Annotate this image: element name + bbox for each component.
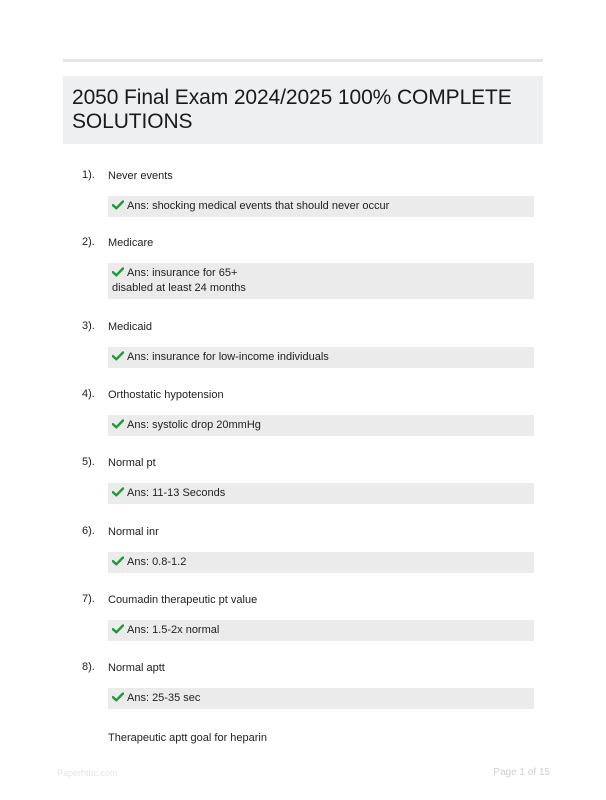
question-number: 2). (82, 236, 95, 248)
question-number: 4). (82, 388, 95, 400)
checkmark-icon (112, 487, 124, 497)
checkmark-icon (112, 624, 124, 634)
answer-line: Ans: 0.8-1.2 (127, 556, 187, 568)
question-number: 8). (82, 661, 95, 673)
watermark-text: Paperhtbc.com (57, 768, 118, 778)
answer-line: Ans: 1.5-2x normal (127, 624, 220, 636)
answer-box (108, 552, 534, 573)
top-divider (63, 59, 543, 62)
checkmark-icon (112, 419, 124, 429)
question-number: 1). (82, 169, 95, 181)
answer-box (108, 620, 534, 641)
checkmark-icon (112, 351, 124, 361)
question-text: Normal inr (108, 526, 159, 538)
answer-box (108, 263, 534, 299)
question-number: 3). (82, 320, 95, 332)
answer-line: Ans: insurance for low-income individuals (127, 351, 329, 363)
answer-box (108, 688, 534, 709)
checkmark-icon (112, 556, 124, 566)
question-text: Coumadin therapeutic pt value (108, 594, 258, 606)
answer-line: Ans: systolic drop 20mmHg (127, 419, 261, 431)
answer-box (108, 347, 534, 368)
answer-line: disabled at least 24 months (112, 282, 246, 294)
question-text: Normal aptt (108, 662, 165, 674)
page-number: Page 1 of 15 (493, 767, 550, 778)
document-title: 2050 Final Exam 2024/2025 100% COMPLETE SOLUTIONS (72, 86, 512, 133)
answer-box (108, 415, 534, 436)
question-number: 6). (82, 525, 95, 537)
question-text: Therapeutic aptt goal for heparin (108, 732, 267, 744)
title-banner (63, 76, 543, 144)
answer-line: Ans: 25-35 sec (127, 692, 201, 704)
answer-line: Ans: 11-13 Seconds (127, 487, 226, 499)
question-text: Never events (108, 170, 173, 182)
answer-box (108, 196, 534, 217)
checkmark-icon (112, 267, 124, 277)
question-text: Normal pt (108, 457, 156, 469)
question-number: 5). (82, 456, 95, 468)
question-text: Medicaid (108, 321, 153, 333)
checkmark-icon (112, 200, 124, 210)
question-number: 7). (82, 593, 95, 605)
answer-line: Ans: insurance for 65+ (127, 267, 238, 279)
question-text: Medicare (108, 237, 154, 249)
question-text: Orthostatic hypotension (108, 389, 224, 401)
checkmark-icon (112, 692, 124, 702)
answer-box (108, 483, 534, 504)
answer-line: Ans: shocking medical events that should never occur (127, 200, 390, 212)
